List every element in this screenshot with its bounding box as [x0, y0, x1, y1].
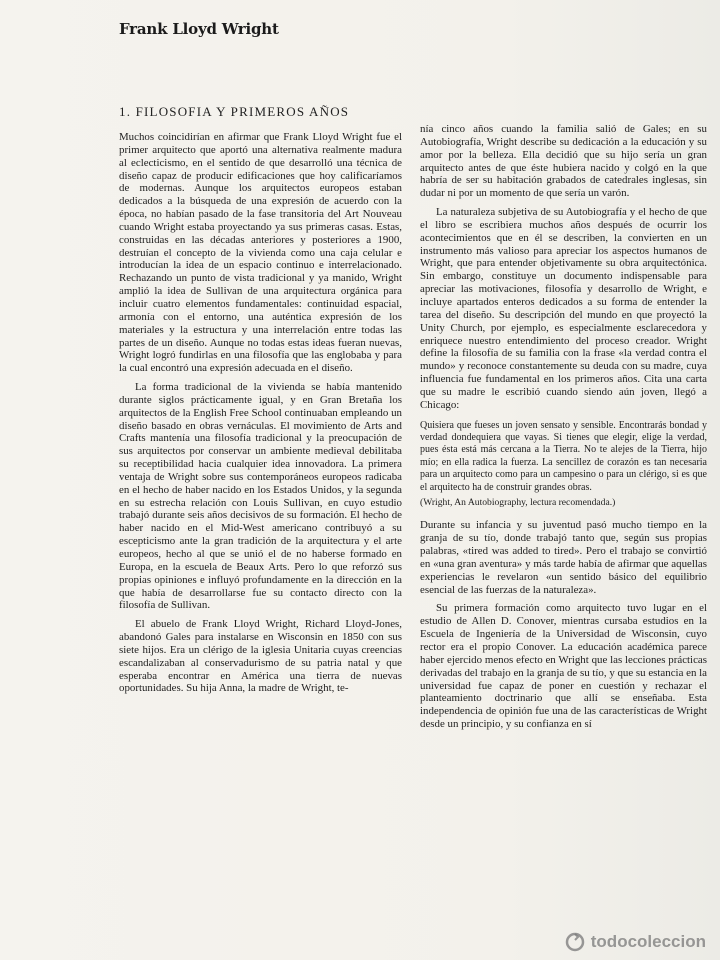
paragraph: La forma tradicional de la vivienda se había mantenido durante siglos prácticamente igual, y en Gran Bretaña los arquitectos de la English Free School continuaban empleando un diseño basado en obras vernáculas. El movimiento de Arts and Crafts mantenía una filosofía tradicional y la preocupación de sus arquitectos por conservar un ambiente medieval debilitaba su receptibilidad hacia cualquier idea innovadora. La primera ventaja de Wright sobre sus contemporáneos europeos radicaba en el hecho de haber nacido en los Estados Unidos, y la segunda en su estrecha relación con Louis Sullivan, en cuyo estudio trabajó durante seis años decisivos de su formación. El hecho de haber nacido en el Mid-West americano contribuyó a su escepticismo ante la gran tradición de la arquitectura y el arte europeos, hecho al que se unió el de no haberse formado en Europa, en la escuela de Beaux Arts. Pero lo que reforzó sus propias opiniones e influyó profundamente en la dirección en la que había de desarrollarse fue su contacto directo con la filosofía de Sullivan.	[119, 381, 402, 612]
running-header: Frank Lloyd Wright	[119, 20, 279, 38]
paragraph: Su primera formación como arquitecto tuvo lugar en el estudio de Allen D. Conover, mientras cursaba estudios en la Escuela de Ingeniería de la Universidad de Wisconsin, cuyo rector era el propio Conover. La educación académica parece haber ejercido menos efecto en Wright que las lecciones prácticas derivadas del trabajo en la granja de su tío, y que su estancia en la universidad fue capaz de poner en cuestión y rechazar el planteamiento doctrinario que allí se enseñaba. Esta independencia de opinión fue una de las características de Wright desde un principio, y su confianza en sí	[420, 602, 707, 731]
right-column	[420, 123, 707, 737]
watermark-text: todocoleccion	[590, 932, 706, 951]
block-quote	[420, 420, 707, 510]
section-heading: 1. FILOSOFIA Y PRIMEROS AÑOS	[119, 104, 350, 119]
quote-attribution: (Wright, An Autobiography, lectura recomendada.)	[420, 497, 616, 508]
cycle-arrows-icon	[565, 932, 585, 952]
paragraph: El abuelo de Frank Lloyd Wright, Richard Lloyd-Jones, abandonó Gales para instalarse en Wisconsin en 1850 con sus siete hijos. Era un clérigo de la iglesia Unitaria cuyas creencias escandalizaban al conservadurismo de su patria natal y que esperaba encontrar en América una tierra de nuevas oportunidades. Su hija Anna, la madre de Wright, te-	[119, 618, 402, 695]
left-column	[119, 131, 402, 701]
paragraph: Durante su infancia y su juventud pasó mucho tiempo en la granja de su tío, donde trabajó tanto que, según sus propias palabras, «tired was added to tired». Pero el trabajo se convirtió en «una gran aventura» y más tarde había de afirmar que aquellas experiencias le revelaron «un sentido básico del equilibrio esencial de las fuerzas de la naturaleza».	[420, 519, 707, 596]
paragraph: La naturaleza subjetiva de su Autobiografía y el hecho de que el libro se escribiera muchos años después de ocurrir los acontecimientos que en él se describen, la convierten en un instrumento más valioso para apreciar los aspectos humanos de Wright, que para entender objetivamente su obra arquitectónica. Sin embargo, constituye un documento indispensable para apreciar las motivaciones, filosofía y desarrollo de Wright, e incluye apartados enteros dedicados a su forma de entender la tarea del diseño. Su descripción del mundo en que proyectó la Unity Church, por ejemplo, es especialmente esclarecedora y enriquece nuestro entendimiento del proceso creador. Wright define la filosofía de su familia con la frase «la verdad contra el mundo» y reconoce constantemente su deuda con su madre, cuya influencia fue fundamental en los primeros años. Cita una carta que su madre le escribió cuando siendo aún joven, llegó a Chicago:	[420, 206, 707, 411]
quote-text: Quisiera que fueses un joven sensato y sensible. Encontrarás bondad y verdad dondequiera que vayas. Si tienes que elegir, elige la verdad, pues ésta está más cercana a la Tierra. No te alejes de la Tierra, hijo mío; en ella radica la fuerza. La sencillez de corazón es tan necesaria para un arquitecto como para un campesino o para un clérigo, si es que el arquitecto ha de construir grandes obras.	[420, 419, 707, 493]
paragraph: Muchos coincidirían en afirmar que Frank Lloyd Wright fue el primer arquitecto que aportó una alternativa realmente madura al eclecticismo, en el sentido de que desarrolló una técnica de diseño capaz de producir edificaciones que hoy calificaríamos de modernas. Aunque los arquitectos europeos estaban dedicados a la búsqueda de una expresión de acuerdo con la época, no habían pasado de la fase transitoria del Art Nouveau cuando Wright estaba proyectando ya sus primeras casas. Estas, construidas en las décadas anteriores y posteriores a 1900, destruían el concepto de la vivienda como una caja celular e introducían la idea de un espacio continuo e interrelacionado. Rechazando un punto de vista tradicional y ya manido, Wright amplió la idea de Sullivan de una arquitectura orgánica para incluir cuatro elementos fundamentales: continuidad espacial, armonía con el entorno, una auténtica expresión de los materiales y la estructura y una interrelación entre todas las partes de un diseño. Aunque no todas estas ideas fueran nuevas, Wright logró fundirlas en una filosofía que las englobaba y para la cual encontró una expresión adecuada en el diseño.	[119, 131, 402, 375]
paragraph: nía cinco años cuando la familia salió de Gales; en su Autobiografía, Wright describe su dedicación a la educación y su amor por la belleza. Ella decidió que su hijo sería un gran arquitecto antes de que éste hubiera nacido y colgó en la que habría de ser su habitación grabados de catedrales inglesas, sin dudar ni por un momento de que sería un varón.	[420, 123, 707, 200]
watermark	[565, 932, 706, 952]
